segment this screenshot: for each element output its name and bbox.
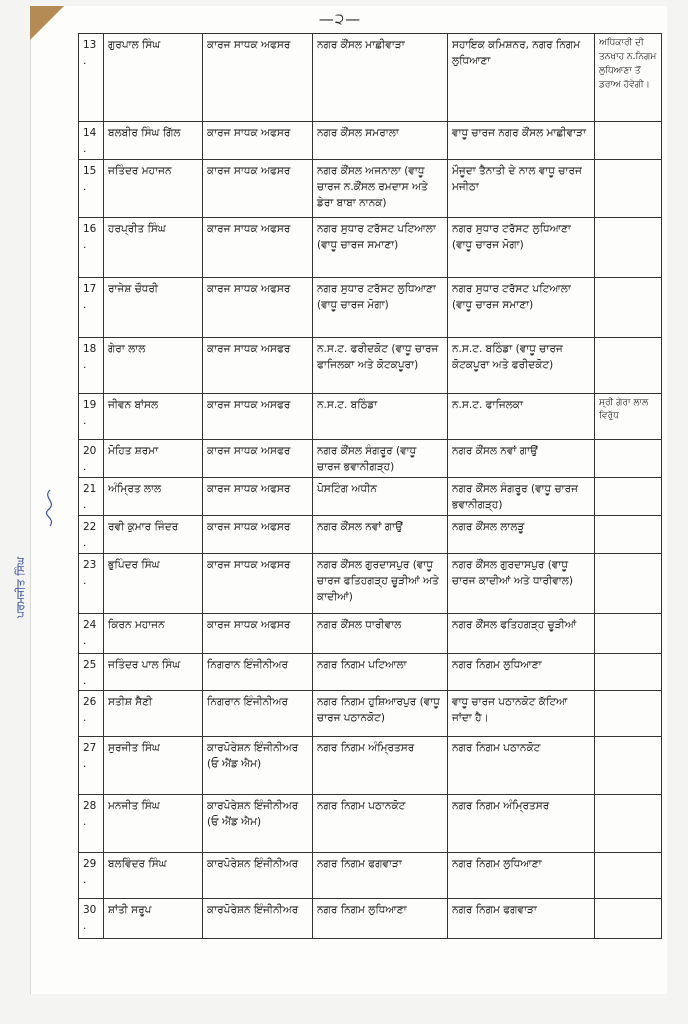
remarks-cell bbox=[595, 795, 662, 853]
serial-number-cell: 20. bbox=[79, 439, 104, 477]
current-posting-cell: ਨਗਰ ਨਿਗਮ ਅੰਮ੍ਰਿਤਸਰ bbox=[313, 737, 448, 795]
new-posting-cell: ਨ.ਸ.ਟ. ਫਾਜਿਲਕਾ bbox=[448, 393, 595, 439]
table-row bbox=[79, 653, 662, 691]
designation-cell: ਕਾਰਜ ਸਾਧਕ ਅਫਸਰ bbox=[203, 159, 313, 217]
remarks-cell bbox=[595, 653, 662, 691]
remarks-cell bbox=[595, 853, 662, 899]
officer-name-cell: ਅੰਮ੍ਰਿਤ ਲਾਲ bbox=[104, 477, 203, 515]
new-posting-cell: ਨ.ਸ.ਟ. ਬਠਿੰਡਾ (ਵਾਧੂ ਚਾਰਜ ਕੋਟਕਪੂਰਾ ਅਤੇ ਫਰੀਦਕੋਟ) bbox=[448, 337, 595, 393]
serial-number-cell: 17. bbox=[79, 277, 104, 337]
current-posting-cell: ਨਗਰ ਕੌਂਸਲ ਮਾਛੀਵਾੜਾ bbox=[313, 34, 448, 122]
designation-cell: ਨਿਗਰਾਨ ਇੰਜੀਨੀਅਰ bbox=[203, 653, 313, 691]
current-posting-cell: ਨਗਰ ਸੁਧਾਰ ਟਰੱਸਟ ਲੁਧਿਆਣਾ (ਵਾਧੂ ਚਾਰਜ ਮੋਗਾ) bbox=[313, 277, 448, 337]
current-posting-cell: ਨਗਰ ਨਿਗਮ ਫਗਵਾੜਾ bbox=[313, 853, 448, 899]
current-posting-cell: ਨਗਰ ਨਿਗਮ ਹੁਸ਼ਿਆਰਪੁਰ (ਵਾਧੂ ਚਾਰਜ ਪਠਾਨਕੋਟ) bbox=[313, 691, 448, 737]
serial-number-cell: 13. bbox=[79, 34, 104, 122]
officer-name-cell: ਮੋਹਿਤ ਸ਼ਰਮਾ bbox=[104, 439, 203, 477]
current-posting-cell: ਨਗਰ ਸੁਧਾਰ ਟਰੱਸਟ ਪਟਿਆਲਾ (ਵਾਧੂ ਚਾਰਜ ਸਮਾਣਾ) bbox=[313, 217, 448, 277]
remarks-cell bbox=[595, 553, 662, 613]
designation-cell: ਕਾਰਜ ਸਾਧਕ ਅਸਫਰ bbox=[203, 393, 313, 439]
table-row bbox=[79, 217, 662, 277]
margin-signature bbox=[6, 478, 66, 628]
new-posting-cell: ਵਾਧੂ ਚਾਰਜ ਨਗਰ ਕੌਂਸਲ ਮਾਛੀਵਾੜਾ bbox=[448, 122, 595, 160]
designation-cell: ਕਾਰਪੋਰੇਸ਼ਨ ਇੰਜੀਨੀਅਰ bbox=[203, 853, 313, 899]
designation-cell: ਕਾਰਜ ਸਾਧਕ ਅਫਸਰ bbox=[203, 34, 313, 122]
serial-number-cell: 26. bbox=[79, 691, 104, 737]
designation-cell: ਕਾਰਪੋਰੇਸ਼ਨ ਇੰਜੀਨੀਅਰ (ਓ ਐਂਡ ਐਮ) bbox=[203, 737, 313, 795]
table-row bbox=[79, 795, 662, 853]
serial-number-cell: 30. bbox=[79, 899, 104, 939]
remarks-cell bbox=[595, 159, 662, 217]
designation-cell: ਕਾਰਜ ਸਾਧਕ ਅਫਸਰ bbox=[203, 613, 313, 653]
officer-name-cell: ਜਤਿੰਦਰ ਪਾਲ ਸਿੰਘ bbox=[104, 653, 203, 691]
current-posting-cell: ਨਗਰ ਕੌਂਸਲ ਨਵਾਂ ਗਾਉਂ bbox=[313, 515, 448, 553]
new-posting-cell: ਮੌਜੂਦਾ ਤੈਨਾਤੀ ਦੇ ਨਾਲ ਵਾਧੂ ਚਾਰਜ ਮਜੀਠਾ bbox=[448, 159, 595, 217]
officer-name-cell: ਸੁਰਜੀਤ ਸਿੰਘ bbox=[104, 737, 203, 795]
remarks-cell: ਸ੍ਰੀ ਗੇਰਾ ਲਾਲ ਵਿਰੁੱਧ bbox=[595, 393, 662, 439]
new-posting-cell: ਨਗਰ ਕੌਂਸਲ ਸੰਗਰੂਰ (ਵਾਧੂ ਚਾਰਜ ਭਵਾਨੀਗੜ੍ਹ) bbox=[448, 477, 595, 515]
officer-name-cell: ਰਵੀ ਕੁਮਾਰ ਜਿੰਦਰ bbox=[104, 515, 203, 553]
new-posting-cell: ਨਗਰ ਨਿਗਮ ਲੁਧਿਆਣਾ bbox=[448, 653, 595, 691]
table-row bbox=[79, 691, 662, 737]
table-row bbox=[79, 737, 662, 795]
table-row bbox=[79, 613, 662, 653]
new-posting-cell: ਵਾਧੂ ਚਾਰਜ ਪਠਾਨਕੋਟ ਕੱਟਿਆ ਜਾਂਦਾ ਹੈ। bbox=[448, 691, 595, 737]
serial-number-cell: 24. bbox=[79, 613, 104, 653]
table-row bbox=[79, 515, 662, 553]
serial-number-cell: 16. bbox=[79, 217, 104, 277]
officer-name-cell: ਹਰਪ੍ਰੀਤ ਸਿੰਘ bbox=[104, 217, 203, 277]
designation-cell: ਕਾਰਜ ਸਾਧਕ ਅਫਸਰ bbox=[203, 553, 313, 613]
new-posting-cell: ਸਹਾਇਕ ਕਮਿਸ਼ਨਰ, ਨਗਰ ਨਿਗਮ ਲੁਧਿਆਣਾ bbox=[448, 34, 595, 122]
serial-number-cell: 25. bbox=[79, 653, 104, 691]
designation-cell: ਕਾਰਜ ਸਾਧਕ ਅਫਸਰ bbox=[203, 277, 313, 337]
table-row bbox=[79, 337, 662, 393]
serial-number-cell: 27. bbox=[79, 737, 104, 795]
officer-name-cell: ਗੇਰਾ ਲਾਲ bbox=[104, 337, 203, 393]
officer-name-cell: ਸਤੀਸ਼ ਸੈਣੀ bbox=[104, 691, 203, 737]
table-row bbox=[79, 277, 662, 337]
table-row bbox=[79, 122, 662, 160]
designation-cell: ਕਾਰਪੋਰੇਸ਼ਨ ਇੰਜੀਨੀਅਰ bbox=[203, 899, 313, 939]
current-posting-cell: ਨਗਰ ਕੌਂਸਲ ਸੰਗਰੂਰ (ਵਾਧੂ ਚਾਰਜ ਭਵਾਨੀਗੜ੍ਹ) bbox=[313, 439, 448, 477]
designation-cell: ਨਿਗਰਾਨ ਇੰਜੀਨੀਅਰ bbox=[203, 691, 313, 737]
table-row bbox=[79, 853, 662, 899]
remarks-cell bbox=[595, 899, 662, 939]
officer-name-cell: ਜੀਵਨ ਬਾਂਸਲ bbox=[104, 393, 203, 439]
new-posting-cell: ਨਗਰ ਕੌਂਸਲ ਲਾਲੜੂ bbox=[448, 515, 595, 553]
serial-number-cell: 14. bbox=[79, 122, 104, 160]
table-row bbox=[79, 477, 662, 515]
designation-cell: ਕਾਰਜ ਸਾਧਕ ਅਫਸਰ bbox=[203, 477, 313, 515]
new-posting-cell: ਨਗਰ ਸੁਧਾਰ ਟਰੱਸਟ ਪਟਿਆਲਾ (ਵਾਧੂ ਚਾਰਜ ਸਮਾਣਾ) bbox=[448, 277, 595, 337]
officer-name-cell: ਬਲਬੀਰ ਸਿੰਘ ਗਿੱਲ bbox=[104, 122, 203, 160]
table-row bbox=[79, 159, 662, 217]
remarks-cell bbox=[595, 477, 662, 515]
table-row bbox=[79, 553, 662, 613]
remarks-cell bbox=[595, 122, 662, 160]
margin-note: ਪਰਮਜੀਤ ਸਿੰਘ bbox=[14, 556, 27, 618]
new-posting-cell: ਨਗਰ ਕੌਂਸਲ ਗੁਰਦਾਸਪੁਰ (ਵਾਧੂ ਚਾਰਜ ਕਾਦੀਆਂ ਅਤੇ ਧਾਰੀਵਾਲ) bbox=[448, 553, 595, 613]
current-posting-cell: ਪੋਸਟਿੰਗ ਅਧੀਨ bbox=[313, 477, 448, 515]
current-posting-cell: ਨਗਰ ਕੌਂਸਲ ਗੁਰਦਾਸਪੁਰ (ਵਾਧੂ ਚਾਰਜ ਫਤਿਹਗੜ੍ਹ ਚੂੜੀਆਂ ਅਤੇ ਕਾਦੀਆਂ) bbox=[313, 553, 448, 613]
current-posting-cell: ਨਗਰ ਨਿਗਮ ਪਠਾਨਕੋਟ bbox=[313, 795, 448, 853]
remarks-cell bbox=[595, 737, 662, 795]
remarks-cell: ਅਧਿਕਾਰੀ ਦੀ ਤਨਖਾਹ ਨ.ਨਿਗਮ ਲੁਧਿਆਣਾ ਤੋਂ ਡਰਾਅ ਹੋਵੇਗੀ। bbox=[595, 34, 662, 122]
remarks-cell bbox=[595, 337, 662, 393]
signature-scribble bbox=[40, 488, 60, 528]
new-posting-cell: ਨਗਰ ਕੌਂਸਲ ਫਤਿਹਗੜ੍ਹ ਚੂੜੀਆਂ bbox=[448, 613, 595, 653]
remarks-cell bbox=[595, 691, 662, 737]
serial-number-cell: 15. bbox=[79, 159, 104, 217]
serial-number-cell: 23. bbox=[79, 553, 104, 613]
current-posting-cell: ਨਗਰ ਕੌਂਸਲ ਸਮਰਾਲਾ bbox=[313, 122, 448, 160]
officer-name-cell: ਕਿਰਨ ਮਹਾਜਨ bbox=[104, 613, 203, 653]
page-number: —੨— bbox=[318, 10, 362, 28]
new-posting-cell: ਨਗਰ ਕੌਂਸਲ ਨਵਾਂ ਗਾਉਂ bbox=[448, 439, 595, 477]
designation-cell: ਕਾਰਜ ਸਾਧਕ ਅਫਸਰ bbox=[203, 515, 313, 553]
remarks-cell bbox=[595, 613, 662, 653]
transfer-table bbox=[78, 33, 662, 939]
folded-corner bbox=[30, 6, 64, 40]
officer-name-cell: ਜਤਿੰਦਰ ਮਹਾਜਨ bbox=[104, 159, 203, 217]
current-posting-cell: ਨਗਰ ਕੌਂਸਲ ਅਜਨਾਲਾ (ਵਾਧੂ ਚਾਰਜ ਨ.ਕੌਂਸਲ ਰਮਦਾਸ ਅਤੇ ਡੇਰਾ ਬਾਬਾ ਨਾਨਕ) bbox=[313, 159, 448, 217]
remarks-cell bbox=[595, 515, 662, 553]
officer-name-cell: ਗੁਰਪਾਲ ਸਿੰਘ bbox=[104, 34, 203, 122]
new-posting-cell: ਨਗਰ ਨਿਗਮ ਪਠਾਨਕੋਟ bbox=[448, 737, 595, 795]
officer-name-cell: ਭੁਪਿੰਦਰ ਸਿੰਘ bbox=[104, 553, 203, 613]
current-posting-cell: ਨਗਰ ਨਿਗਮ ਪਟਿਆਲਾ bbox=[313, 653, 448, 691]
designation-cell: ਕਾਰਜ ਸਾਧਕ ਅਸਫਰ bbox=[203, 439, 313, 477]
officer-name-cell: ਰਾਜੇਸ਼ ਚੌਧਰੀ bbox=[104, 277, 203, 337]
serial-number-cell: 19. bbox=[79, 393, 104, 439]
table-row bbox=[79, 393, 662, 439]
officer-name-cell: ਮਨਜੀਤ ਸਿੰਘ bbox=[104, 795, 203, 853]
new-posting-cell: ਨਗਰ ਨਿਗਮ ਫਗਵਾੜਾ bbox=[448, 899, 595, 939]
serial-number-cell: 29. bbox=[79, 853, 104, 899]
designation-cell: ਕਾਰਜ ਸਾਧਕ ਅਫਸਰ bbox=[203, 217, 313, 277]
remarks-cell bbox=[595, 439, 662, 477]
current-posting-cell: ਨ.ਸ.ਟ. ਫਰੀਦਕੋਟ (ਵਾਧੂ ਚਾਰਜ ਫਾਜਿਲਕਾ ਅਤੇ ਕੋਟਕਪੂਰਾ) bbox=[313, 337, 448, 393]
serial-number-cell: 22. bbox=[79, 515, 104, 553]
current-posting-cell: ਨਗਰ ਨਿਗਮ ਲੁਧਿਆਣਾ bbox=[313, 899, 448, 939]
officer-name-cell: ਸ਼ਾਂਤੀ ਸਰੂਪ bbox=[104, 899, 203, 939]
remarks-cell bbox=[595, 217, 662, 277]
new-posting-cell: ਨਗਰ ਨਿਗਮ ਅੰਮ੍ਰਿਤਸਰ bbox=[448, 795, 595, 853]
serial-number-cell: 21. bbox=[79, 477, 104, 515]
serial-number-cell: 18. bbox=[79, 337, 104, 393]
designation-cell: ਕਾਰਪੋਰੇਸ਼ਨ ਇੰਜੀਨੀਅਰ (ਓ ਐਂਡ ਐਮ) bbox=[203, 795, 313, 853]
table-row bbox=[79, 439, 662, 477]
remarks-cell bbox=[595, 277, 662, 337]
officer-name-cell: ਬਲਵਿੰਦਰ ਸਿੰਘ bbox=[104, 853, 203, 899]
new-posting-cell: ਨਗਰ ਨਿਗਮ ਲੁਧਿਆਣਾ bbox=[448, 853, 595, 899]
serial-number-cell: 28. bbox=[79, 795, 104, 853]
designation-cell: ਕਾਰਜ ਸਾਧਕ ਅਫਸਰ bbox=[203, 122, 313, 160]
table-row bbox=[79, 34, 662, 122]
designation-cell: ਕਾਰਜ ਸਾਧਕ ਅਸਫਰ bbox=[203, 337, 313, 393]
current-posting-cell: ਨ.ਸ.ਟ. ਬਠਿੰਡਾ bbox=[313, 393, 448, 439]
transfer-table-body bbox=[79, 34, 662, 939]
table-row bbox=[79, 899, 662, 939]
current-posting-cell: ਨਗਰ ਕੌਂਸਲ ਧਾਰੀਵਾਲ bbox=[313, 613, 448, 653]
new-posting-cell: ਨਗਰ ਸੁਧਾਰ ਟਰੱਸਟ ਲੁਧਿਆਣਾ (ਵਾਧੂ ਚਾਰਜ ਮੋਗਾ) bbox=[448, 217, 595, 277]
